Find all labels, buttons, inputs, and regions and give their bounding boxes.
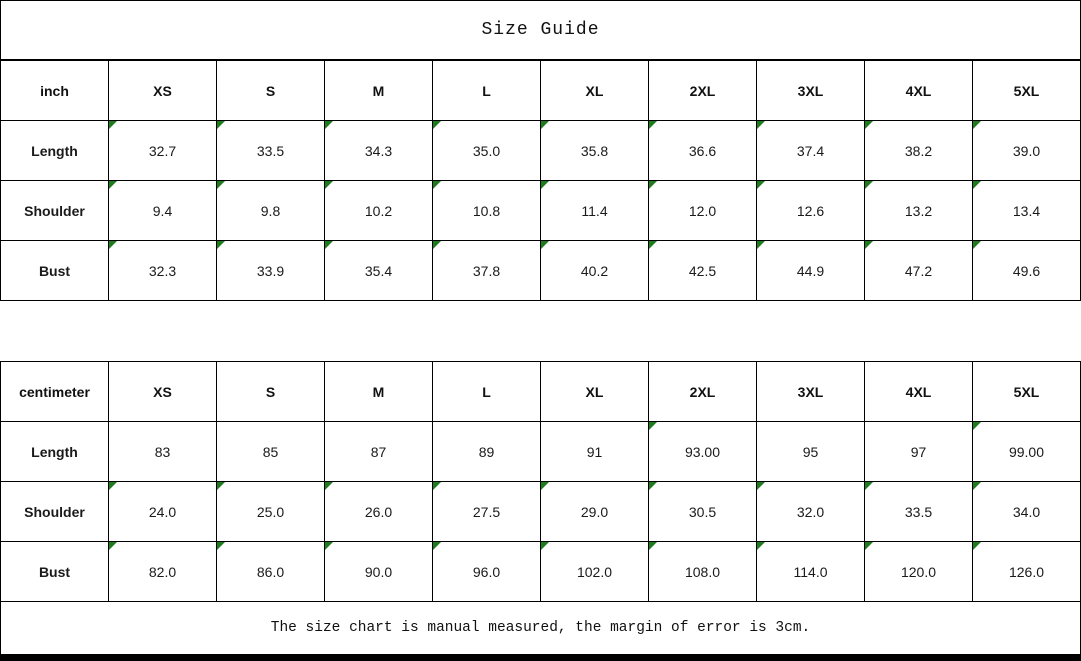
table-row: [1, 422, 1081, 482]
bottom-border-bar: [0, 654, 1081, 661]
table-row: [1, 482, 1081, 542]
size-value-cell: 9.8: [217, 181, 325, 241]
size-value-cell: 12.0: [649, 181, 757, 241]
size-value-cell: 11.4: [541, 181, 649, 241]
size-header: XL: [541, 362, 649, 422]
size-value-cell: 32.7: [109, 121, 217, 181]
size-value-cell: 13.4: [973, 181, 1081, 241]
size-value-cell: 29.0: [541, 482, 649, 542]
size-value-cell: 10.2: [325, 181, 433, 241]
size-value-cell: 37.4: [757, 121, 865, 181]
size-value-cell: 49.6: [973, 241, 1081, 301]
size-value-cell: 85: [217, 422, 325, 482]
size-value-cell: 91: [541, 422, 649, 482]
table-row: [1, 542, 1081, 602]
size-value-cell: 89: [433, 422, 541, 482]
size-value-cell: 86.0: [217, 542, 325, 602]
size-header: M: [325, 61, 433, 121]
size-value-cell: 34.0: [973, 482, 1081, 542]
header-row: [1, 61, 1081, 121]
size-header: XL: [541, 61, 649, 121]
table-row: [1, 181, 1081, 241]
size-header: XS: [109, 61, 217, 121]
size-value-cell: 35.0: [433, 121, 541, 181]
table-spacer: [0, 301, 1081, 361]
row-label: Shoulder: [1, 181, 109, 241]
size-header: L: [433, 61, 541, 121]
size-header: 3XL: [757, 362, 865, 422]
size-value-cell: 102.0: [541, 542, 649, 602]
row-label: Shoulder: [1, 482, 109, 542]
size-value-cell: 47.2: [865, 241, 973, 301]
size-table-centimeter: [0, 361, 1081, 602]
size-value-cell: 40.2: [541, 241, 649, 301]
size-header: XS: [109, 362, 217, 422]
row-label: Length: [1, 422, 109, 482]
size-header: 3XL: [757, 61, 865, 121]
unit-header: inch: [1, 61, 109, 121]
size-header: 5XL: [973, 362, 1081, 422]
size-table-inch: [0, 60, 1081, 301]
size-value-cell: 13.2: [865, 181, 973, 241]
size-header: 2XL: [649, 61, 757, 121]
table-row: [1, 121, 1081, 181]
row-label: Bust: [1, 241, 109, 301]
size-value-cell: 30.5: [649, 482, 757, 542]
size-value-cell: 35.8: [541, 121, 649, 181]
unit-header: centimeter: [1, 362, 109, 422]
size-header: 5XL: [973, 61, 1081, 121]
size-value-cell: 96.0: [433, 542, 541, 602]
size-value-cell: 38.2: [865, 121, 973, 181]
footer-note-text: The size chart is manual measured, the margin of error is 3cm.: [270, 620, 811, 636]
size-value-cell: 90.0: [325, 542, 433, 602]
size-value-cell: 114.0: [757, 542, 865, 602]
table-row: [1, 241, 1081, 301]
size-value-cell: 26.0: [325, 482, 433, 542]
size-value-cell: 32.3: [109, 241, 217, 301]
row-label: Length: [1, 121, 109, 181]
size-header: 4XL: [865, 362, 973, 422]
size-value-cell: 32.0: [757, 482, 865, 542]
size-header: L: [433, 362, 541, 422]
size-value-cell: 24.0: [109, 482, 217, 542]
size-value-cell: 93.00: [649, 422, 757, 482]
size-value-cell: 9.4: [109, 181, 217, 241]
size-value-cell: 33.5: [865, 482, 973, 542]
size-value-cell: 44.9: [757, 241, 865, 301]
size-header: S: [217, 61, 325, 121]
size-value-cell: 126.0: [973, 542, 1081, 602]
size-value-cell: 25.0: [217, 482, 325, 542]
size-header: 2XL: [649, 362, 757, 422]
size-value-cell: 87: [325, 422, 433, 482]
size-value-cell: 42.5: [649, 241, 757, 301]
size-value-cell: 95: [757, 422, 865, 482]
size-value-cell: 120.0: [865, 542, 973, 602]
size-value-cell: 99.00: [973, 422, 1081, 482]
size-value-cell: 108.0: [649, 542, 757, 602]
size-value-cell: 33.5: [217, 121, 325, 181]
size-header: 4XL: [865, 61, 973, 121]
header-row: [1, 362, 1081, 422]
size-value-cell: 34.3: [325, 121, 433, 181]
size-guide-title: [0, 0, 1081, 60]
size-value-cell: 27.5: [433, 482, 541, 542]
size-header: S: [217, 362, 325, 422]
size-value-cell: 37.8: [433, 241, 541, 301]
footer-note: [0, 602, 1081, 654]
size-value-cell: 82.0: [109, 542, 217, 602]
size-value-cell: 33.9: [217, 241, 325, 301]
page-title: Size Guide: [481, 20, 600, 40]
size-value-cell: 97: [865, 422, 973, 482]
size-value-cell: 10.8: [433, 181, 541, 241]
size-value-cell: 35.4: [325, 241, 433, 301]
size-value-cell: 12.6: [757, 181, 865, 241]
size-value-cell: 36.6: [649, 121, 757, 181]
size-value-cell: 83: [109, 422, 217, 482]
size-header: M: [325, 362, 433, 422]
size-value-cell: 39.0: [973, 121, 1081, 181]
row-label: Bust: [1, 542, 109, 602]
